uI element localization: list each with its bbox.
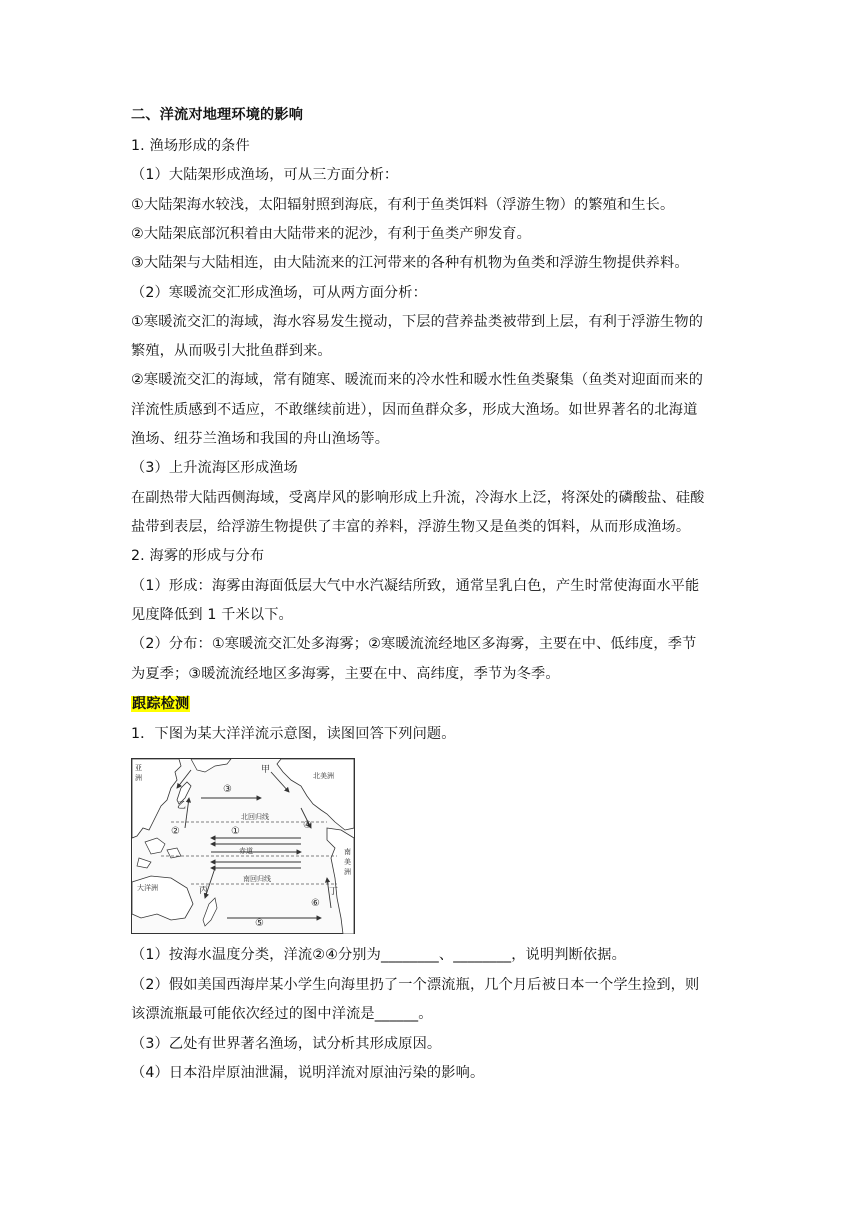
subheading-fog: 2. 海雾的形成与分布 — [131, 548, 265, 564]
paragraph: ③大陆架与大陆相连，由大陆流来的江河带来的各种有机物为鱼类和浮游生物提供养料。 — [131, 255, 689, 271]
answer-3: （3）乙处有世界著名渔场，试分析其形成原因。 — [131, 1036, 442, 1052]
answer-2a: （2）假如美国西海岸某小学生向海里扔了一个漂流瓶，几个月后被日本一个学生捡到，则 — [131, 977, 700, 993]
paragraph: 为夏季；③暖流流经地区多海雾，主要在中、高纬度，季节为冬季。 — [131, 666, 560, 682]
paragraph: （2）分布：①寒暖流交汇处多海雾；②寒暖流流经地区多海雾，主要在中、低纬度，季节 — [131, 636, 697, 652]
paragraph: 渔场、纽芬兰渔场和我国的舟山渔场等。 — [131, 431, 390, 447]
label-south-america-1: 南 — [344, 848, 351, 856]
paragraph: ①寒暖流交汇的海域，海水容易发生搅动，下层的营养盐类被带到上层，有利于浮游生物的 — [131, 314, 704, 330]
label-current-1: ① — [231, 826, 240, 837]
label-current-3: ③ — [223, 784, 232, 795]
highlighted-heading: 跟踪检测 — [132, 696, 190, 712]
label-tropic-north: 北回归线 — [241, 813, 269, 821]
label-asia-2: 洲 — [135, 774, 142, 782]
paragraph: 见度降低到 1 千米以下。 — [131, 607, 293, 623]
exercise-heading — [131, 694, 190, 714]
label-current-6: ⑥ — [311, 898, 320, 909]
paragraph: （2）寒暖流交汇形成渔场，可从两方面分析： — [131, 285, 427, 301]
question-1: 1．下图为某大洋洋流示意图，读图回答下列问题。 — [131, 726, 456, 742]
ocean-current-map — [131, 758, 355, 934]
paragraph: ①大陆架海水较浅，太阳辐射照到海底，有利于鱼类饵料（浮游生物）的繁殖和生长。 — [131, 197, 675, 213]
label-north-america: 北美洲 — [313, 772, 334, 780]
label-equator: 赤道 — [239, 847, 253, 855]
paragraph: 盐带到表层，给浮游生物提供了丰富的养料，浮游生物又是鱼类的饵料，从而形成渔场。 — [131, 519, 691, 535]
paragraph: 在副热带大陆西侧海域，受离岸风的影响形成上升流，冷海水上泛，将深处的磷酸盐、硅酸 — [131, 490, 705, 506]
paragraph: 繁殖，从而吸引大批鱼群到来。 — [131, 343, 332, 359]
label-asia-1: 亚 — [135, 764, 142, 772]
paragraph: ②大陆架底部沉积着由大陆带来的泥沙，有利于鱼类产卵发育。 — [131, 226, 531, 242]
label-south-america-2: 美 — [344, 858, 351, 866]
label-current-2: ② — [171, 826, 180, 837]
label-current-4: ④ — [303, 820, 312, 831]
answer-4: （4）日本沿岸原油泄漏，说明洋流对原油污染的影响。 — [131, 1065, 485, 1081]
label-tropic-south: 南回归线 — [243, 875, 271, 883]
paragraph: ②寒暖流交汇的海域，常有随寒、暖流而来的冷水性和暖水性鱼类聚集（鱼类对迎面而来的 — [131, 372, 704, 388]
answer-2b: 该漂流瓶最可能依次经过的图中洋流是______。 — [131, 1006, 433, 1022]
map-figure — [131, 758, 355, 934]
paragraph: （1）大陆架形成渔场，可从三方面分析： — [131, 167, 399, 183]
label-ding: 丁 — [329, 887, 339, 897]
paragraph: （3）上升流海区形成渔场 — [131, 460, 298, 476]
label-australia: 大洋洲 — [137, 884, 158, 892]
label-bing: 丙 — [199, 886, 209, 896]
label-south-america-3: 洲 — [344, 868, 351, 876]
paragraph: 洋流性质感到不适应，不敢继续前进），因而鱼群众多，形成大渔场。如世界著名的北海道 — [131, 402, 698, 418]
label-current-5: ⑤ — [255, 918, 264, 929]
paragraph: （1）形成：海雾由海面低层大气中水汽凝结所致，通常呈乳白色，产生时常使海面水平能 — [131, 578, 700, 594]
label-yi: 乙 — [177, 801, 187, 811]
label-jia: 甲 — [261, 765, 271, 775]
section-title: 二、洋流对地理环境的影响 — [131, 107, 304, 123]
subheading-fishery: 1. 渔场形成的条件 — [131, 138, 250, 154]
answer-1: （1）按海水温度分类，洋流②④分别为________、________，说明判断依据。 — [131, 947, 626, 963]
